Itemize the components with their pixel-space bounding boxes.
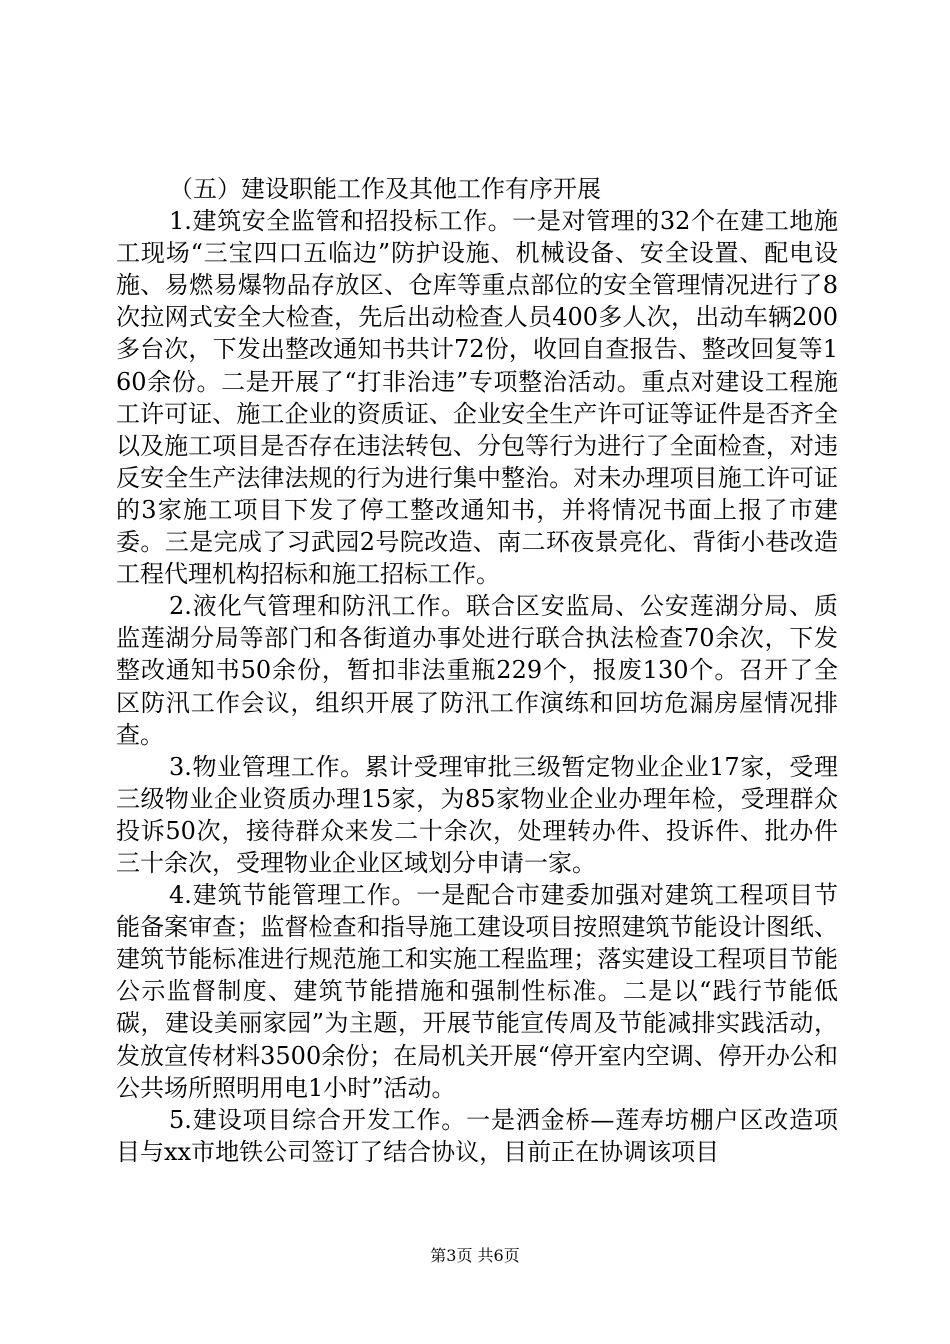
paragraph-lpg-flood-control: 2.液化气管理和防汛工作。联合区安监局、公安莲湖分局、质监莲湖分局等部门和各街道办事处进行联合执法检查70余次，下发整改通知书50余份，暂扣非法重瓶229个，报废130个。召开了全区防汛工作会议，组织开展了防汛工作演练和回坊危漏房屋情况排查。	[116, 592, 838, 749]
paragraph-building-safety: 1.建筑安全监管和招投标工作。一是对管理的32个在建工地施工现场“三宝四口五临边”防护设施、机械设备、安全设置、配电设施、易燃易爆物品存放区、仓库等重点部位的安全管理情况进行了8次拉网式安全大检查，先后出动检查人员400多人次，出动车辆200多台次，下发出整改通知书共计72份，收回自查报告、整改回复等160余份。二是开展了“打非治违”专项整治活动。重点对建设工程施工许可证、施工企业的资质证、企业安全生产许可证等证件是否齐全以及施工项目是否存在违法转包、分包等行为进行了全面检查，对违反安全生产法律法规的行为进行集中整治。对未办理项目施工许可证的3家施工项目下发了停工整改通知书，并将情况书面上报了市建委。三是完成了习武园2号院改造、南二环夜景亮化、背街小巷改造工程代理机构招标和施工招标工作。	[116, 207, 838, 589]
section-heading: （五）建设职能工作及其他工作有序开展	[169, 175, 601, 203]
paragraph-property-management: 3.物业管理工作。累计受理审批三级暂定物业企业17家，受理三级物业企业资质办理15家，为85家物业企业办理年检，受理群众投诉50次，接待群众来发二十余次，处理转办件、投诉件、批办件三十余次，受理物业企业区域划分申请一家。	[116, 752, 838, 877]
paragraph-energy-saving: 4.建筑节能管理工作。一是配合市建委加强对建筑工程项目节能备案审查；监督检查和指导施工建设项目按照建筑节能设计图纸、建筑节能标准进行规范施工和实施工程监理；落实建设工程项目节能公示监督制度、建筑节能措施和强制性标准。二是以“践行节能低碳，建设美丽家园”为主题，开展节能宣传周及节能减排实践活动，发放宣传材料3500余份；在局机关开展“停开室内空调、停开办公和公共场所照明用电1小时”活动。	[116, 881, 838, 1102]
page-number-footer: 第3页 共6页	[430, 1246, 520, 1265]
document-body	[116, 173, 838, 1168]
paragraph-project-development: 5.建设项目综合开发工作。一是洒金桥—莲寿坊棚户区改造项目与xx市地铁公司签订了结合协议，目前正在协调该项目	[116, 1105, 838, 1166]
